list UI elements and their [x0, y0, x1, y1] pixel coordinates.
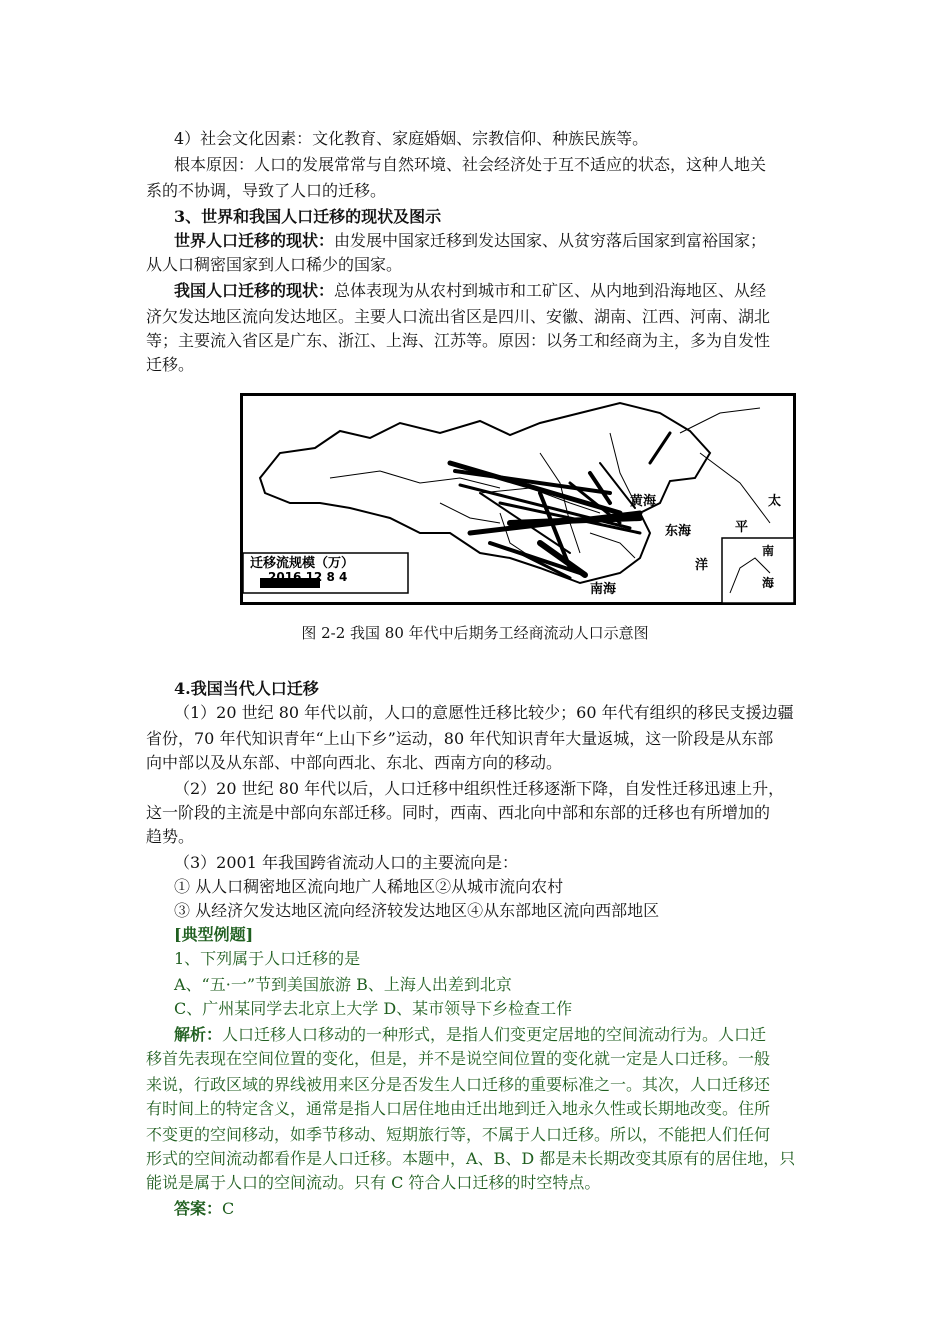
yellow-sea-label: 黄海	[630, 494, 657, 509]
analysis-paragraph	[174, 1022, 766, 1048]
question-options: C、广州某同学去北京上大学 D、某市领导下乡检查工作	[174, 999, 573, 1018]
answer-line	[174, 1196, 234, 1222]
text-line: 迁移。	[146, 355, 195, 374]
text-line: 根本原因：人口的发展常常与自然环境、社会经济处于互不适应的状态，这种人地关	[174, 155, 767, 174]
text-line: 省份，70 年代知识青年“上山下乡”运动，80 年代知识青年大量返城，这一阶段是从东部	[146, 729, 774, 748]
question-stem: 1、下列属于人口迁移的是	[174, 949, 361, 968]
text-line: 这一阶段的主流是中部向东部迁移。同时，西南、西北向中部和东部的迁移也有所增加的	[146, 803, 771, 822]
world-migration-paragraph	[174, 228, 766, 254]
analysis-label: 解析：	[174, 1025, 223, 1044]
pacific-label-tai: 太	[768, 494, 782, 509]
text-line: 系的不协调，导致了人口的迁移。	[146, 181, 387, 200]
answer-value: C	[222, 1199, 235, 1218]
world-text: 由发展中国家迁移到发达国家、从贫穷落后国家到富裕国家；	[334, 231, 767, 250]
east-sea-label: 东海	[665, 524, 692, 539]
text-line: 不变更的空间移动，如季节移动、短期旅行等，不属于人口迁移。所以，不能把人们任何	[146, 1125, 771, 1144]
text-line: （1）20 世纪 80 年代以前，人口的意愿性迁移比较少；60 年代有组织的移民支援边疆	[174, 703, 794, 722]
china-label: 我国人口迁移的现状：	[174, 281, 335, 300]
south-sea-label: 南海	[590, 582, 617, 597]
answer-label: 答案：	[174, 1199, 223, 1218]
world-label: 世界人口迁移的现状：	[174, 231, 335, 250]
text-line: 移首先表现在空间位置的变化，但是，并不是说空间位置的变化就一定是人口迁移。一般	[146, 1049, 771, 1068]
section-heading: 4.我国当代人口迁移	[174, 679, 319, 698]
pacific-label-yang: 洋	[695, 558, 709, 573]
text-line: 等；主要流入省区是广东、浙江、上海、江苏等。原因：以务工和经商为主，多为自发性	[146, 331, 771, 350]
analysis-text: 人口迁移人口移动的一种形式，是指人们变更定居地的空间流动行为。人口迁	[222, 1025, 767, 1044]
text-line: 向中部以及从东部、中部向西北、东北、西南方向的移动。	[146, 753, 563, 772]
pacific-label-ping: 平	[735, 520, 749, 535]
text-line: 4）社会文化因素：文化教育、家庭婚姻、宗教信仰、种族民族等。	[174, 129, 649, 148]
text-line: （3）2001 年我国跨省流动人口的主要流向是：	[174, 853, 518, 872]
legend-title: 迁移流规模（万）	[250, 556, 355, 571]
text-line: 有时间上的特定含义，通常是指人口居住地由迁出地到迁入地永久性或长期地改变。住所	[146, 1099, 771, 1118]
text-line: 趋势。	[146, 827, 195, 846]
inset-box	[722, 538, 794, 603]
text-line: （2）20 世纪 80 年代以后，人口迁移中组织性迁移逐渐下降，自发性迁移迅速上升，	[174, 779, 785, 798]
question-options: A、“五·一”节到美国旅游 B、上海人出差到北京	[174, 975, 512, 994]
inset-hai-label: 海	[762, 576, 775, 590]
section-heading: 3、世界和我国人口迁移的现状及图示	[174, 207, 442, 226]
option-line: ③ 从经济欠发达地区流向经济较发达地区④从东部地区流向西部地区	[174, 901, 660, 920]
text-line: 来说，行政区域的界线被用来区分是否发生人口迁移的重要标准之一。其次，人口迁移还	[146, 1075, 771, 1094]
text-line: 济欠发达地区流向发达地区。主要人口流出省区是四川、安徽、湖南、江西、河南、湖北	[146, 307, 771, 326]
text-line: 从人口稠密国家到人口稀少的国家。	[146, 255, 403, 274]
text-line: 形式的空间流动都看作是人口迁移。本题中，A、B、D 都是未长期改变其原有的居住地，只	[146, 1149, 796, 1168]
option-line: ① 从人口稠密地区流向地广人稀地区②从城市流向农村	[174, 877, 564, 896]
text-line: 能说是属于人口的空间流动。只有 C 符合人口迁移的时空特点。	[146, 1173, 601, 1192]
example-heading: [典型例题]	[174, 925, 254, 944]
figure-caption: 图 2-2 我国 80 年代中后期务工经商流动人口示意图	[301, 624, 649, 642]
legend-values: 2016 12 8 4	[268, 570, 348, 584]
china-text: 总体表现为从农村到城市和工矿区、从内地到沿海地区、从经	[334, 281, 767, 300]
inset-nan-label: 南	[762, 544, 775, 558]
migration-map	[240, 393, 796, 605]
china-migration-paragraph	[174, 278, 766, 304]
